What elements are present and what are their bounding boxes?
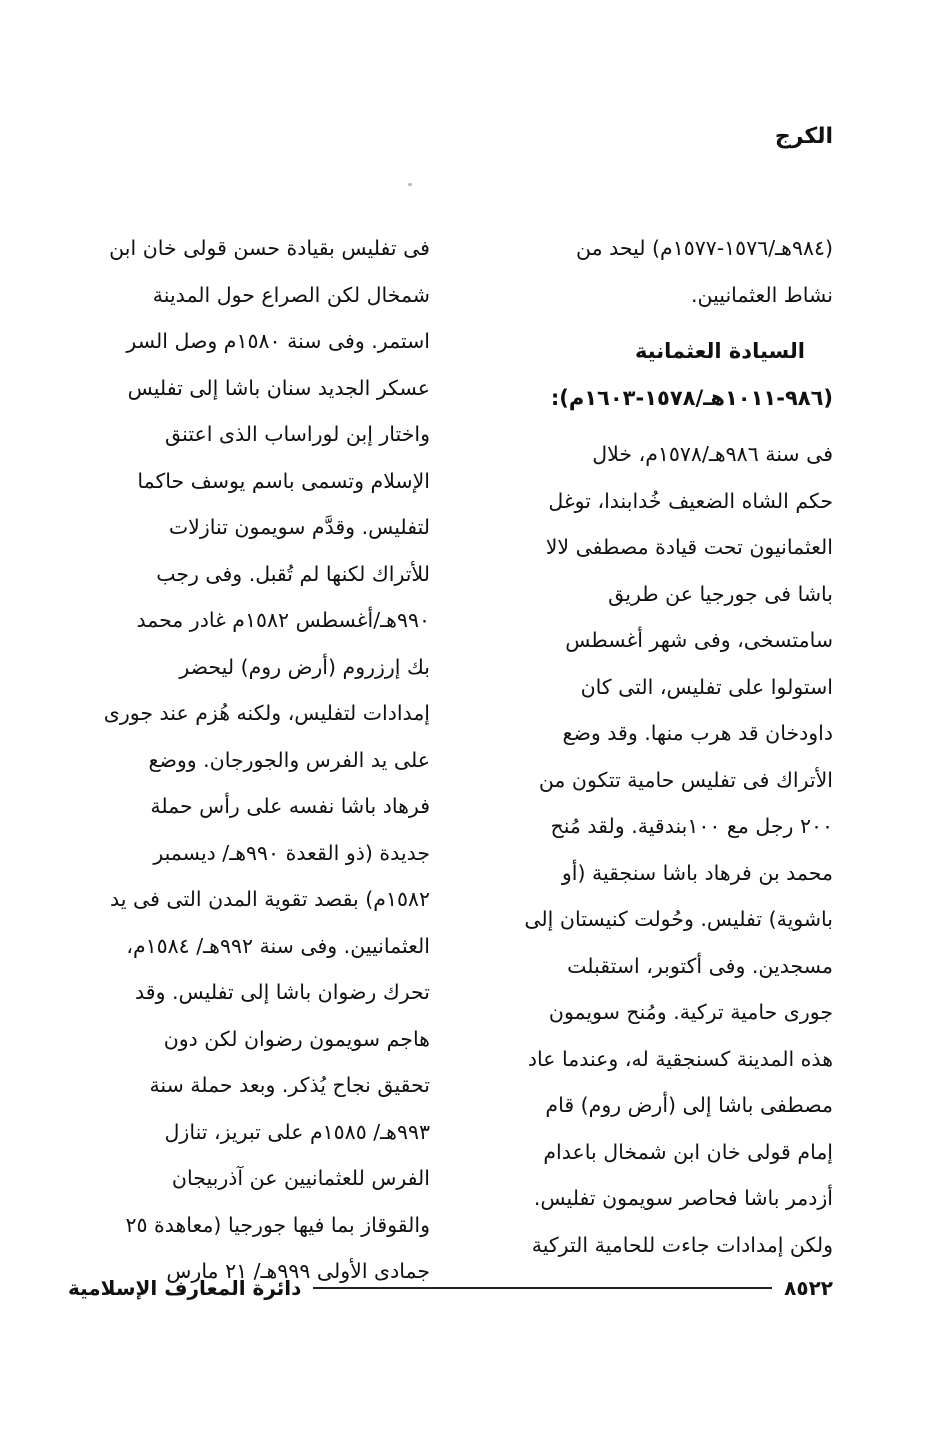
text-line: بك إرزروم (أرض روم) ليحضر: [179, 654, 430, 679]
text-line: نشاط العثمانيين.: [690, 282, 833, 307]
text-line: مصطفى باشا إلى (أرض روم) قام: [545, 1093, 833, 1117]
footer-publication-title: دائرة المعارف الإسلامية: [68, 1276, 302, 1300]
text-line: العثمانيون تحت قيادة مصطفى لالا: [545, 535, 833, 559]
text-line: جديدة (ذو القعدة ٩٩٠هـ/ ديسمبر: [153, 840, 430, 865]
text-line: أزدمر باشا فحاصر سويمون تفليس.: [533, 1186, 833, 1210]
text-line: تحقيق نجاح يُذكر. وبعد حملة سنة: [149, 1073, 430, 1097]
footer-rule: [313, 1287, 772, 1289]
text-line: داودخان قد هرب منها. وقد وضع: [562, 721, 833, 745]
text-line: تحرك رضوان باشا إلى تفليس. وقد: [135, 980, 430, 1004]
text-line: ٢٠٠ رجل مع ١٠٠بندقية. ولقد مُنح: [550, 814, 833, 838]
text-line: ٩٩٣هـ/ ١٥٨٥م على تبريز، تنازل: [164, 1119, 430, 1144]
text-line: باشا فى جورجيا عن طريق: [608, 581, 833, 606]
text-line: جمادى الأولى ٩٩٩هـ/ ٢١ مارس: [166, 1259, 430, 1283]
text-line: فرهاد باشا نفسه على رأس حملة: [150, 794, 430, 818]
text-line: (٩٨٤هـ/١٥٧٦-١٥٧٧م) ليحد من: [575, 236, 833, 260]
running-header-title: الكرج: [774, 124, 833, 149]
text-line: للأتراك لكنها لم تُقبل. وفى رجب: [156, 561, 430, 586]
paragraph-gap: [471, 318, 833, 328]
text-line: العثمانيين. وفى سنة ٩٩٢هـ/ ١٥٨٤م،: [126, 933, 430, 958]
text-line: على يد الفرس والجورجان. ووضع: [148, 747, 430, 772]
text-line: شمخال لكن الصراع حول المدينة: [152, 282, 430, 307]
text-line: مسجدين. وفى أكتوبر، استقبلت: [567, 953, 833, 978]
scan-speck: [408, 183, 412, 186]
text-line: استمر. وفى سنة ١٥٨٠م وصل السر: [126, 329, 430, 353]
text-line: استولوا على تفليس، التى كان: [580, 674, 833, 699]
text-line: الإسلام وتسمى باسم يوسف حاكما: [137, 468, 430, 493]
text-line: فى سنة ٩٨٦هـ/١٥٧٨م، خلال: [592, 442, 833, 466]
section-heading: السيادة العثمانية: [634, 339, 805, 363]
text-line: ١٥٨٢م) بقصد تقوية المدن التى فى يد: [110, 887, 430, 911]
text-line: والقوقاز بما فيها جورجيا (معاهدة ٢٥: [125, 1212, 430, 1237]
text-line: واختار إبن لوراساب الذى اعتنق: [165, 422, 430, 446]
text-line: حكم الشاه الضعيف خُدابندا، توغل: [548, 488, 833, 513]
text-line: عسكر الجديد سنان باشا إلى تفليس: [127, 375, 430, 400]
text-line: هاجم سويمون رضوان لكن دون: [163, 1026, 430, 1051]
text-line: الفرس للعثمانيين عن آذربيجان: [171, 1166, 430, 1190]
page-footer: [68, 1270, 833, 1306]
section-heading-dates: (٩٨٦-١٠١١هـ/١٥٧٨-١٦٠٣م):: [550, 385, 833, 410]
text-line: سامتسخى، وفى شهر أغسطس: [565, 628, 833, 652]
text-line: لتفليس. وقدَّم سويمون تنازلات: [168, 515, 430, 539]
right-column: [471, 225, 833, 1268]
text-line: باشوية) تفليس. وحُولت كنيستان إلى: [524, 907, 833, 931]
text-line: إمدادات لتفليس، ولكنه هُزم عند جورى: [103, 701, 430, 725]
text-line: فى تفليس بقيادة حسن قولى خان ابن: [109, 236, 430, 260]
text-line: ٩٩٠هـ/أغسطس ١٥٨٢م غادر محمد: [136, 608, 430, 632]
left-column: [68, 225, 430, 1295]
right-body: [471, 431, 833, 1268]
text-line: إمام قولى خان ابن شمخال باعدام: [543, 1139, 833, 1164]
text-line: ولكن إمدادات جاءت للحامية التركية: [531, 1232, 833, 1257]
text-line: جورى حامية تركية. ومُنح سويمون: [548, 1000, 833, 1024]
paragraph-gap: [471, 421, 833, 431]
text-line: الأتراك فى تفليس حامية تتكون من: [538, 767, 833, 792]
text-line: محمد بن فرهاد باشا سنجقية (أو: [561, 860, 833, 885]
text-line: هذه المدينة كسنجقية له، وعندما عاد: [527, 1046, 833, 1071]
page-number: ٨٥٢٢: [784, 1276, 833, 1300]
